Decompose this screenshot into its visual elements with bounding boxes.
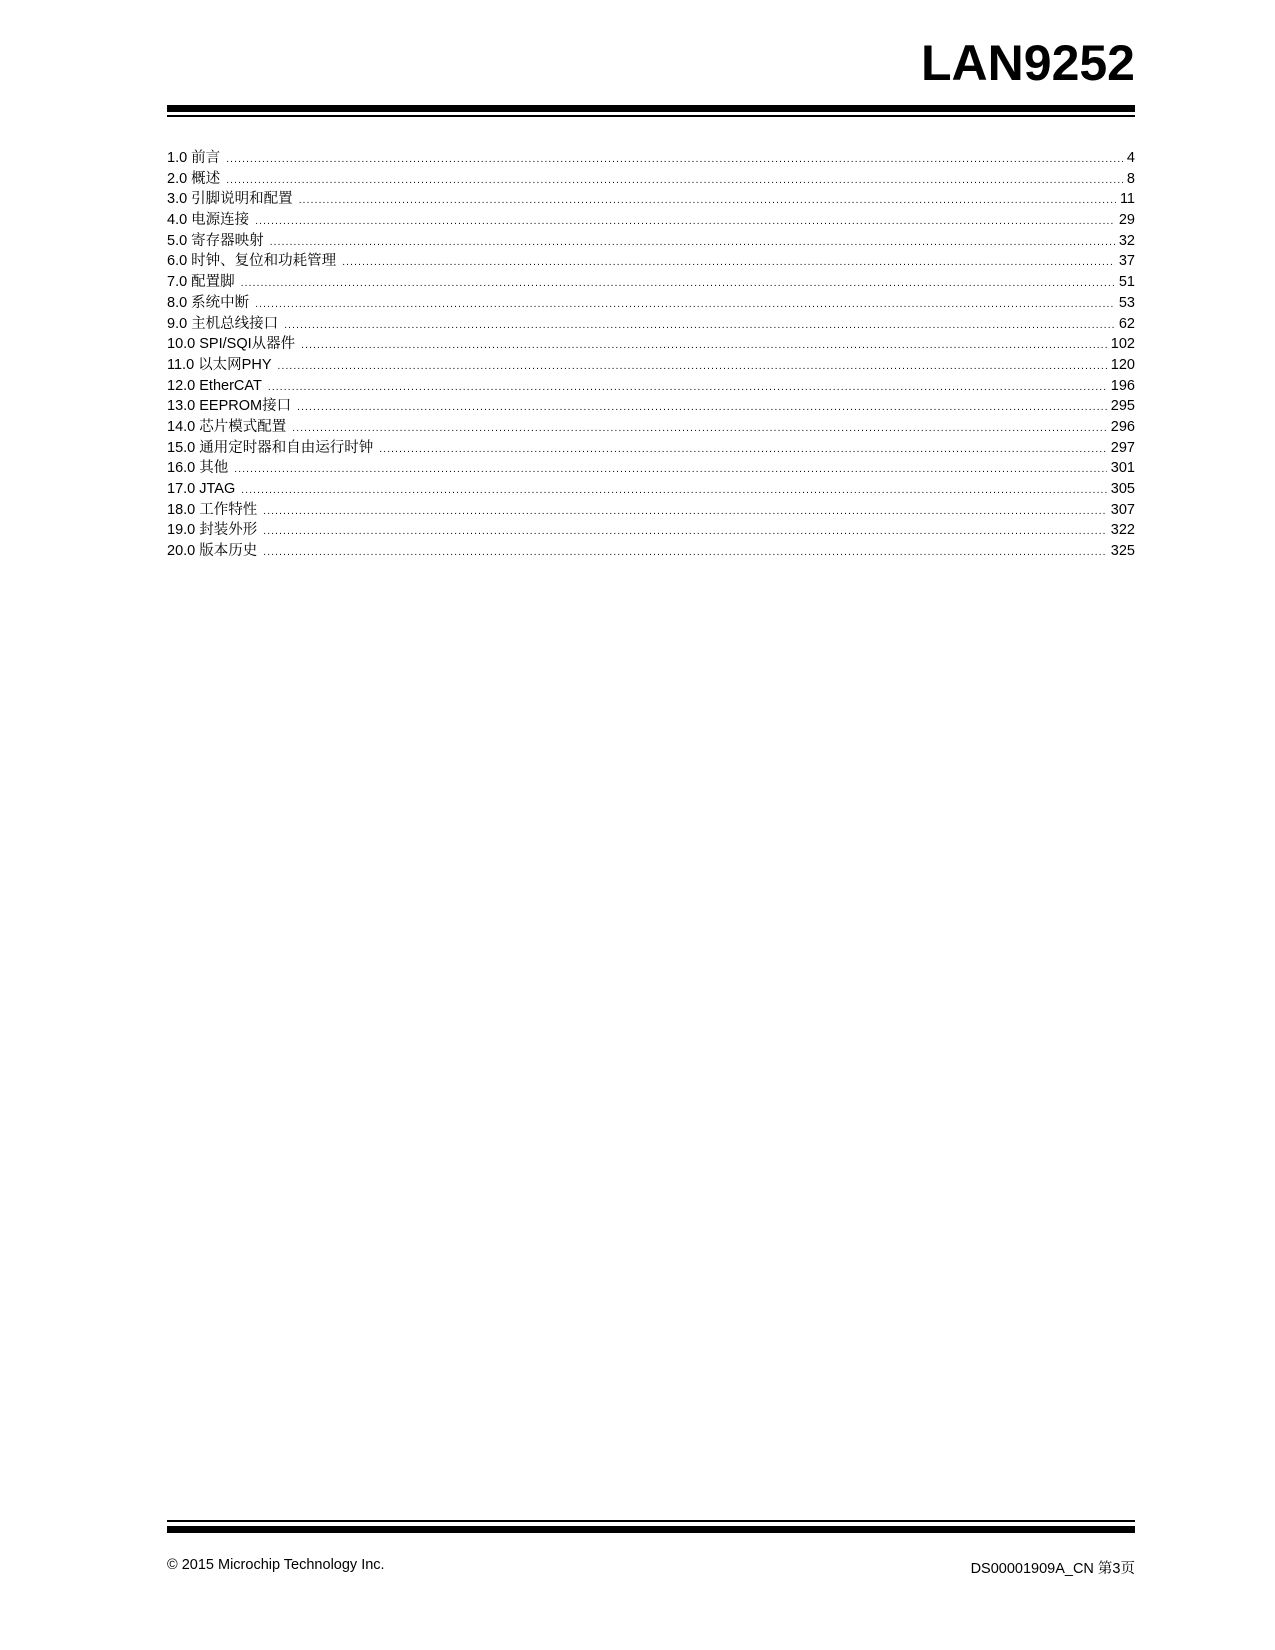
toc-leader-dots xyxy=(255,212,1115,233)
toc-entry[interactable] xyxy=(167,541,1135,562)
toc-leader-dots xyxy=(278,357,1107,378)
toc-entry-page: 32 xyxy=(1118,232,1135,249)
toc-entry[interactable] xyxy=(167,376,1135,397)
toc-leader-dots xyxy=(263,522,1107,543)
toc-entry-page: 307 xyxy=(1110,501,1135,518)
toc-entry-label: 15.0 通用定时器和自由运行时钟 xyxy=(167,439,374,456)
toc-entry[interactable] xyxy=(167,210,1135,231)
toc-entry[interactable] xyxy=(167,169,1135,190)
toc-entry-page: 4 xyxy=(1126,150,1135,166)
toc-leader-dots xyxy=(379,440,1107,461)
toc-leader-dots xyxy=(284,316,1115,337)
toc-entry-page: 297 xyxy=(1110,439,1135,456)
toc-entry-page: 51 xyxy=(1118,274,1135,291)
toc-entry-page: 305 xyxy=(1110,481,1135,497)
toc-leader-dots xyxy=(268,378,1107,399)
toc-entry-page: 196 xyxy=(1110,377,1135,394)
toc-entry-page: 120 xyxy=(1110,356,1135,373)
toc-entry-label: 4.0 电源连接 xyxy=(167,212,250,229)
toc-entry[interactable] xyxy=(167,189,1135,210)
toc-entry[interactable] xyxy=(167,272,1135,293)
toc-leader-dots xyxy=(255,295,1115,316)
toc-entry[interactable] xyxy=(167,438,1135,459)
document-title: LAN9252 xyxy=(921,35,1135,91)
toc-entry-label: 19.0 封装外形 xyxy=(167,522,258,539)
toc-entry[interactable] xyxy=(167,148,1135,169)
toc-entry[interactable] xyxy=(167,417,1135,438)
toc-leader-dots xyxy=(241,481,1107,502)
toc-entry[interactable] xyxy=(167,355,1135,376)
toc-entry-label: 12.0 EtherCAT xyxy=(167,377,262,394)
toc-entry-page: 296 xyxy=(1110,418,1135,435)
footer-copyright: © 2015 Microchip Technology Inc. xyxy=(167,1557,385,1573)
toc-entry-label: 14.0 芯片模式配置 xyxy=(167,418,287,435)
toc-entry-page: 11 xyxy=(1119,191,1135,208)
toc-leader-dots xyxy=(299,191,1116,212)
toc-leader-dots xyxy=(226,150,1123,171)
toc-entry-label: 10.0 SPI/SQI从器件 xyxy=(167,336,296,353)
toc-entry-page: 301 xyxy=(1110,460,1135,477)
toc-entry[interactable] xyxy=(167,479,1135,500)
toc-entry-label: 5.0 寄存器映射 xyxy=(167,232,264,249)
header-rule-thin xyxy=(167,115,1135,117)
toc-entry[interactable] xyxy=(167,251,1135,272)
toc-leader-dots xyxy=(241,274,1115,295)
toc-entry-label: 20.0 版本历史 xyxy=(167,543,258,560)
toc-leader-dots xyxy=(226,171,1123,192)
toc-entry-page: 62 xyxy=(1118,315,1135,332)
toc-entry-label: 6.0 时钟、复位和功耗管理 xyxy=(167,253,337,270)
toc-entry-label: 3.0 引脚说明和配置 xyxy=(167,191,293,208)
toc-entry-page: 102 xyxy=(1110,336,1135,353)
toc-entry[interactable] xyxy=(167,396,1135,417)
toc-entry-page: 29 xyxy=(1118,212,1135,229)
toc-entry-label: 9.0 主机总线接口 xyxy=(167,315,279,332)
toc-entry[interactable] xyxy=(167,293,1135,314)
toc-entry-page: 53 xyxy=(1118,294,1135,311)
toc-entry-label: 17.0 JTAG xyxy=(167,481,236,497)
toc-entry[interactable] xyxy=(167,231,1135,252)
toc-leader-dots xyxy=(292,419,1107,440)
toc-entry-page: 325 xyxy=(1110,543,1135,560)
toc-leader-dots xyxy=(297,398,1107,419)
toc-entry-label: 1.0 前言 xyxy=(167,150,221,166)
toc-entry-page: 37 xyxy=(1118,253,1135,270)
toc-entry-label: 7.0 配置脚 xyxy=(167,274,235,291)
toc-entry-label: 16.0 其他 xyxy=(167,460,229,477)
toc-entry[interactable] xyxy=(167,458,1135,479)
toc-entry-page: 8 xyxy=(1126,170,1135,187)
toc-entry-label: 11.0 以太网PHY xyxy=(167,356,272,373)
toc-entry-label: 2.0 概述 xyxy=(167,170,221,187)
toc-entry-label: 13.0 EEPROM接口 xyxy=(167,398,292,415)
toc-leader-dots xyxy=(263,543,1107,564)
toc-entry-page: 295 xyxy=(1110,398,1135,415)
toc-entry-label: 8.0 系统中断 xyxy=(167,294,250,311)
toc-entry[interactable] xyxy=(167,520,1135,541)
footer-rule-thick xyxy=(167,1526,1135,1533)
footer-rule-thin xyxy=(167,1520,1135,1522)
table-of-contents xyxy=(167,148,1135,562)
footer-doc-ref: DS00001909A_CN 第3页 xyxy=(970,1561,1135,1577)
toc-entry[interactable] xyxy=(167,500,1135,521)
header-rule-thick xyxy=(167,105,1135,112)
toc-entry[interactable] xyxy=(167,334,1135,355)
toc-entry-label: 18.0 工作特性 xyxy=(167,501,258,518)
toc-entry[interactable] xyxy=(167,314,1135,335)
toc-leader-dots xyxy=(270,233,1115,254)
toc-leader-dots xyxy=(342,253,1115,274)
toc-leader-dots xyxy=(301,336,1107,357)
toc-entry-page: 322 xyxy=(1110,522,1135,539)
toc-leader-dots xyxy=(263,502,1107,523)
toc-leader-dots xyxy=(234,460,1107,481)
